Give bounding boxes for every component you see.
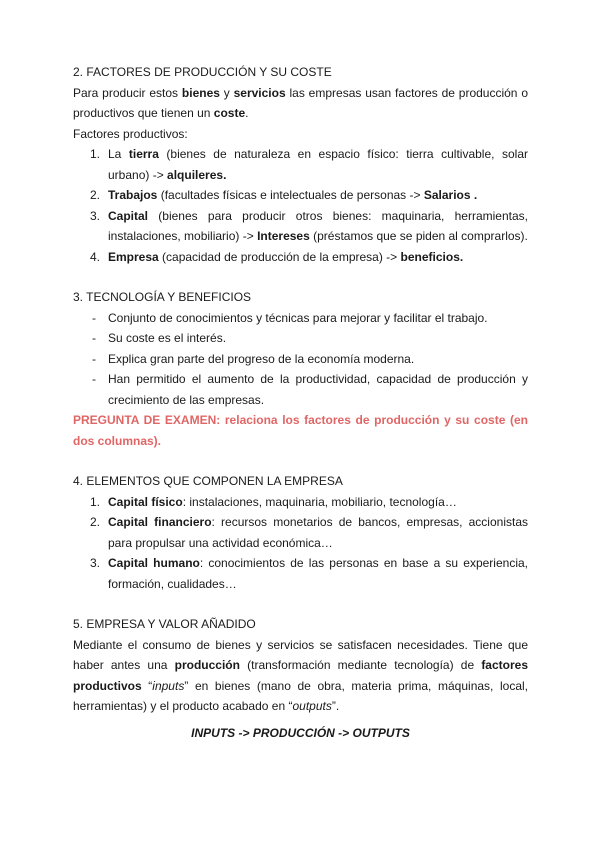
section-5-paragraph — [73, 635, 528, 717]
text: Explica gran parte del progreso de la economía moderna. — [108, 351, 415, 366]
bold-term: Empresa — [108, 249, 159, 264]
tecnologia-list — [73, 308, 528, 411]
section-3-heading: 3. TECNOLOGÍA Y BENEFICIOS — [73, 290, 252, 304]
bold-term: Capital — [108, 208, 149, 223]
bold-term: factores productivos — [73, 658, 528, 693]
factores-list — [73, 144, 528, 267]
list-number: 3. — [90, 556, 101, 570]
text: (capacidad de producción de la empresa) -> — [158, 249, 401, 264]
bold-term: Capital humano — [108, 556, 200, 570]
list-item — [73, 492, 528, 513]
bold-term: tierra — [128, 147, 159, 161]
spacer — [73, 594, 528, 614]
text: : conocimientos de las personas en base a su experiencia, formación, cualidades… — [108, 556, 528, 591]
bold-term: Intereses — [257, 229, 310, 243]
exam-question: PREGUNTA DE EXAMEN: relaciona los factores de producción y su coste (en dos columnas). — [73, 413, 528, 448]
text: ” en bienes (mano de obra, materia prima, máquinas, local, herramientas) y el producto acabado en “ — [73, 678, 529, 713]
bold-term: Salarios . — [423, 188, 478, 202]
list-number: 1. — [90, 147, 101, 161]
dash-bullet: - — [92, 351, 96, 366]
factores-label: Factores productivos: — [73, 126, 188, 141]
list-item — [73, 369, 528, 410]
text: “ — [141, 678, 153, 693]
document-content — [73, 62, 528, 743]
text: (bienes de naturaleza en espacio físico: tierra cultivable, solar urbano) -> — [108, 147, 528, 182]
text: Han permitido el aumento de la productividad, capacidad de producción y crecimiento de las empresas. — [108, 372, 528, 407]
bold-term: beneficios. — [400, 249, 464, 264]
bold-term: Capital financiero — [108, 515, 212, 529]
italic-term: outputs — [292, 699, 332, 713]
italic-term: inputs — [152, 678, 185, 693]
list-item — [73, 206, 528, 247]
dash-bullet: - — [92, 331, 96, 345]
text: Conjunto de conocimientos y técnicas para mejorar y facilitar el trabajo. — [108, 310, 488, 325]
bold-term: Capital físico — [108, 494, 183, 509]
list-number: 3. — [90, 208, 101, 223]
section-2-heading: 2. FACTORES DE PRODUCCIÓN Y SU COSTE — [73, 65, 332, 79]
bold-term: servicios — [233, 85, 286, 100]
text: La — [108, 147, 129, 161]
section-5-heading: 5. EMPRESA Y VALOR AÑADIDO — [73, 617, 256, 631]
list-item — [73, 328, 528, 349]
list-item — [73, 247, 528, 268]
list-item — [73, 144, 528, 185]
spacer — [73, 267, 528, 287]
bold-term: bienes — [181, 85, 220, 100]
list-item — [73, 512, 528, 553]
list-number: 1. — [90, 494, 101, 509]
text: (facultades físicas e intelectuales de personas -> — [157, 188, 424, 202]
list-item — [73, 553, 528, 594]
bold-term: producción — [174, 658, 240, 672]
text: (bienes para producir otros bienes: maquinaria, herramientas, instalaciones, mobiliario) -> — [108, 208, 528, 243]
text: : instalaciones, maquinaria, mobiliario, tecnología… — [182, 494, 457, 509]
bold-term: Trabajos — [108, 188, 158, 202]
text: Su coste es el interés. — [108, 331, 227, 345]
section-4-heading: 4. ELEMENTOS QUE COMPONEN LA EMPRESA — [73, 474, 343, 488]
dash-bullet: - — [92, 372, 96, 386]
elementos-list — [73, 492, 528, 595]
text: (préstamos que se piden al comprarlos). — [309, 229, 528, 243]
list-item — [73, 308, 528, 329]
text: Mediante el consumo de bienes y servicios se satisfacen necesidades. Tiene que haber antes una — [73, 637, 528, 672]
text: las empresas usan factores de producción o productivos que tienen un — [73, 85, 528, 120]
text: y — [219, 85, 234, 100]
list-number: 2. — [90, 515, 101, 529]
list-number: 4. — [90, 249, 101, 264]
list-item — [73, 349, 528, 370]
text: : recursos monetarios de bancos, empresas, accionistas para propulsar una actividad económica… — [108, 515, 528, 550]
bold-term: alquileres. — [167, 167, 227, 182]
text: . — [245, 106, 249, 120]
text: (transformación mediante tecnología) de — [239, 658, 482, 672]
text: Para producir estos — [73, 85, 182, 100]
flow-line: INPUTS -> PRODUCCIÓN -> OUTPUTS — [191, 725, 410, 740]
list-number: 2. — [90, 188, 101, 202]
bold-term: coste — [213, 106, 246, 120]
dash-bullet: - — [92, 310, 96, 325]
spacer — [73, 451, 528, 471]
list-item — [73, 185, 528, 206]
section-2-intro — [73, 83, 528, 124]
text: ”. — [331, 699, 340, 713]
